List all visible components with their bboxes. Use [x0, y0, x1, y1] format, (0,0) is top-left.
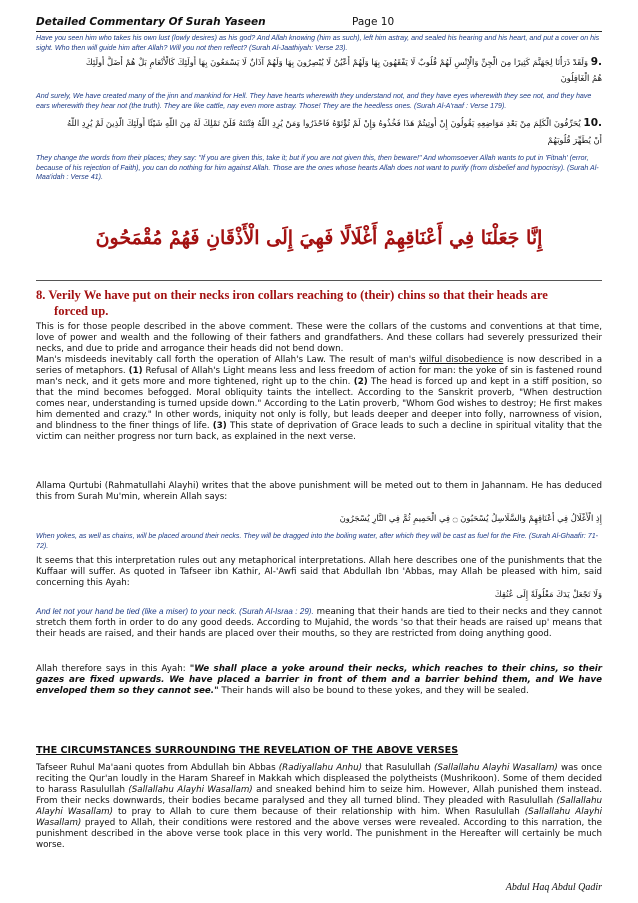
- p5-d: and sneaked behind him to seize him. However, Allah punished them instead. From their necks downwards, their bodies became paralysed and they all turned blind. They pleaded with Rasulullah: [36, 785, 603, 806]
- main-verse-arabic: إِنَّا جَعَلْنَا فِي أَعْنَاقِهِمْ أَغْلَالًا فَهِيَ إِلَى الْأَذْقَانِ فَهُمْ مُقْمَحُونَ: [95, 227, 543, 249]
- point-1-marker: (1): [128, 366, 143, 376]
- hand-explanation: meaning that their hands are tied to their necks and they cannot stretch them forth in order to do any good deeds. According to Mujahid, the words 'so that their heads are raised up' means that their heads are raised, and their hands are placed over their mouths, so they are restricted from doing anything good.: [36, 607, 603, 639]
- ayah-10-arabic-line1: [36, 117, 602, 130]
- document-title: Detailed Commentary Of Surah Yaseen: [36, 16, 266, 28]
- section-heading: THE CIRCUMSTANCES SURROUNDING THE REVELATION OF THE ABOVE VERSES: [36, 745, 459, 756]
- main-verse-block: [36, 207, 602, 319]
- ayah-10-number: 10.: [583, 117, 602, 129]
- main-verse-english: [36, 287, 602, 319]
- p5-e: to pray to Allah to cure them because of their relationship with him. When Rasulullah: [117, 807, 520, 817]
- p5-f: prayed to Allah, their conditions were restored and the above verses were revealed. According to this narration, the punishment described in the above verse took place in this very world. The punishment in the Hereafter will certainly be much worse.: [36, 818, 603, 850]
- p4-quote: "We shall place a yoke around their necks, which reaches to their chins, so their gazes are fixed upwards. We have placed a barrier in front of them and a barrier behind them, and We have enveloped them so they cannot see.": [36, 664, 602, 696]
- point-3-marker: (3): [212, 421, 227, 431]
- page-header: [36, 13, 602, 32]
- point-2-marker: (2): [353, 377, 368, 387]
- ayah-10-arabic-line2: أَنْ يُطَهِّرَ قُلُوبَهُمْ: [547, 135, 602, 145]
- wilful-disobedience-text: wilful disobedience: [419, 355, 504, 365]
- commentary-paragraph-hand: [36, 606, 602, 640]
- p5-radiyallahu: (Radiyallahu Anhu): [278, 763, 363, 773]
- author-footer: Abdul Haq Abdul Qadir: [505, 882, 602, 893]
- p1-text-f: This state of deprivation of Grace leads to such a decline in spiritual vitality that the victim can neither progress nor turn back, as explained in the next verse.: [36, 421, 603, 442]
- p1-text-d: Refusal of Allah's Light means less and less freedom of action for man: the yoke of sin is fastened round man's neck, and it gets more and more tightened, right up to the chin.: [36, 366, 602, 387]
- main-verse-english-line2: forced up.: [54, 304, 109, 318]
- commentary-paragraph-3: It seems that this interpretation rules out any metaphorical interpretations. Allah here describes one of the punishments that the Kuffaar will suffer. As quoted in Tafseer ibn Kathir, Al-'Awfi said that Abdullah Ibn 'Abbas, may Allah be pleased with him, said concerning this Ayah:: [36, 556, 602, 588]
- p5-salawat-4: (Sallallahu Alayhi Wasallam): [36, 807, 603, 828]
- p4-tail: Their hands will also be bound to these yokes, and they will be sealed.: [221, 686, 529, 696]
- translation-araaf: And surely, We have created many of the jinn and mankind for Hell. They have hearts wherewith they understand not, and they have eyes wherewith they see not, and they have ears wherewith they hear not (the truth). They are like cattle, nay even more astray. Those! They are the heedless ones. (Surah Al-A'raaf : Verse 179).: [36, 92, 592, 110]
- p1-text-a: This is for those people described in the above comment. These were the collars of the customs and conventions at that time, love of power and wealth and the following of their fathers and grandfathers. And these collars had severely pressurized their necks, and due to pride and arrogance their heads did not bend down.: [36, 322, 602, 354]
- commentary-paragraph-1: [36, 322, 602, 443]
- p5-salawat-3: (Sallallahu Alayhi Wasallam): [36, 796, 603, 817]
- p1-text-c: is now described in a series of metaphors.: [36, 355, 603, 376]
- ayah-hand-arabic: وَلَا تَجْعَلْ يَدَكَ مَغْلُولَةً إِلَى عُنُقِكَ: [494, 589, 602, 599]
- verse-divider: [36, 280, 602, 281]
- ayah-9-number: 9.: [590, 56, 602, 68]
- main-verse-english-line1: 8. Verily We have put on their necks iron collars reaching to (their) chins so that their heads are: [36, 288, 548, 302]
- ayah-9-arabic-line2: هُمُ الْغَافِلُونَ: [560, 73, 602, 83]
- translation-jaathiyah: Have you seen him who takes his own lust (lowly desires) as his god? And Allah knowing (him as such), left him astray, and sealed his hearing and his heart, and put a cover on his sight. Who then will guide him after Allah? Will you not then reflect? (Surah Al-Jaathiyah: Verse 23).: [36, 34, 600, 52]
- p4-lead: Allah therefore says in this Ayah:: [36, 664, 186, 674]
- p5-salawat-2: (Sallallahu Alayhi Wasallam): [128, 785, 253, 795]
- commentary-paragraph-2: Allama Qurtubi (Rahmatullahi Alayhi) writes that the above punishment will be meted out to them in Jahannam. He has deduced this from Surah Mu'min, wherein Allah says:: [36, 481, 602, 502]
- ayah-10-arabic-text: يُحَرِّفُونَ الْكَلِمَ مِنْ بَعْدِ مَوَاضِعِهِ يَقُولُونَ إِنْ أُوتِيتُمْ هَذَا فَخُذُوهُ وَإِنْ لَمْ تُؤْتَوْهُ فَاحْذَرُوا وَمَنْ يُرِدِ اللَّهُ فِتْنَتَهُ فَلَنْ تَمْلِكَ لَهُ مِنَ اللَّهِ شَيْئًا أُولَئِكَ الَّذِينَ لَمْ يُرِدِ اللَّهُ: [67, 118, 581, 128]
- page-number: Page 10: [352, 16, 395, 28]
- p5-c: was once reciting the Qur'an loudly in the Haram Shareef in Makkah which displeased the polytheists (Mushrikoon). Some of them decided to harass Rasulullah: [36, 763, 603, 795]
- ayah-9-arabic-line1: [36, 56, 602, 69]
- commentary-paragraph-4: [36, 664, 602, 697]
- p5-salawat-1: (Sallallahu Alayhi Wasallam): [433, 763, 558, 773]
- ayah-9-arabic-text: وَلَقَدْ ذَرَأْنَا لِجَهَنَّمَ كَثِيرًا مِنَ الْجِنِّ وَالْإِنْسِ لَهُمْ قُلُوبٌ لَا يَفْقَهُونَ بِهَا وَلَهُمْ أَعْيُنٌ لَا يُبْصِرُونَ بِهَا وَلَهُمْ آذَانٌ لَا يَسْمَعُونَ بِهَا أُولَئِكَ كَالْأَنْعَامِ بَلْ هُمْ أَضَلُّ أُولَئِكَ: [85, 57, 589, 67]
- translation-israa: And let not your hand be tied (like a miser) to your neck. (Surah Al-Israa : 29).: [36, 607, 314, 616]
- translation-maaidah: They change the words from their places; they say: "If you are given this, take it; but if you are not given this, then beware!" And whomsoever Allah wants to put in 'Fitnah' (error, because of his rejection of Faith), you can do nothing for him against Allah. Those are the ones whose hearts Allah does not want to purify (from disbelief and hypocrisy). (Surah Al-Maa'idah : Verse 41).: [36, 154, 599, 182]
- ayah-chains-arabic: إِذِ الْأَغْلَالُ فِي أَعْنَاقِهِمْ وَالسَّلَاسِلُ يُسْحَبُونَ ۝ فِي الْحَمِيمِ ثُمَّ فِي النَّارِ يُسْجَرُونَ: [339, 513, 602, 523]
- p5-b: that Rasulullah: [365, 763, 431, 773]
- commentary-paragraph-5: [36, 763, 602, 851]
- p1-text-e: The head is forced up and kept in a stiff position, so that the mind becomes befogged. Moral obliquity taints the intellect. According to the Sanskrit proverb, "When destruction comes near, understanding is turned upside down." According to the Latin proverb, "Whom God wishes to destroy; He first makes him demented and crazy." In other words, iniquity not only is folly, but leads deeper and deeper into folly, narrowness of vision, and blindness to the finer things of life.: [36, 377, 602, 431]
- translation-ghaafir: When yokes, as well as chains, will be placed around their necks. They will be dragged into the boiling water, after which they will be cast as fuel for the Fire. (Surah Al-Ghaafir: 71-72).: [36, 532, 598, 550]
- p1-text-b: Man's misdeeds inevitably call forth the operation of Allah's Law. The result of man's: [36, 355, 416, 365]
- p5-a: Tafseer Ruhul Ma'aani quotes from Abdullah bin Abbas: [36, 763, 276, 773]
